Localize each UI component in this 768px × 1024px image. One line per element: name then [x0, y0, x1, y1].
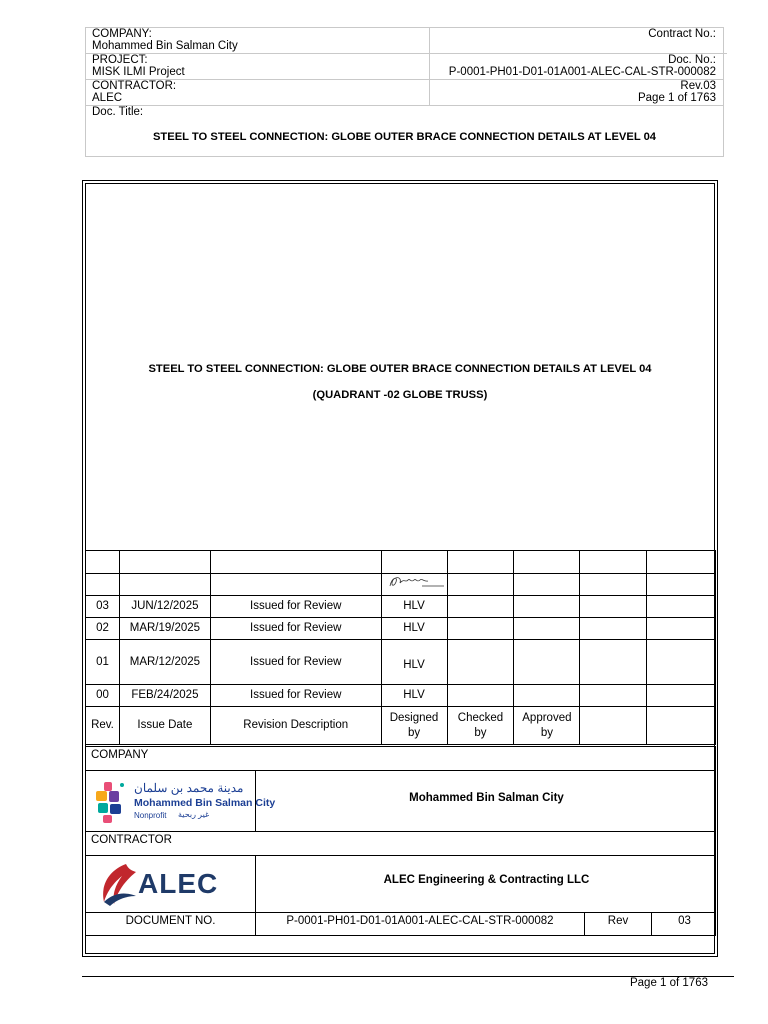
date-cell: FEB/24/2025	[119, 685, 210, 707]
document-no-row	[85, 912, 716, 936]
mbsc-mark-icon	[94, 779, 130, 825]
rev-cell: 00	[86, 685, 120, 707]
header-designed-line1: Designed	[389, 711, 439, 724]
date-cell: MAR/12/2025	[119, 640, 210, 685]
header-checked-line1: Checked	[457, 711, 504, 724]
cover-title: STEEL TO STEEL CONNECTION: GLOBE OUTER BRACE CONNECTION DETAILS AT LEVEL 04	[148, 363, 652, 375]
company-label: COMPANY:	[92, 28, 152, 40]
table-row	[86, 618, 716, 640]
document-rev-label: Rev	[607, 915, 629, 927]
header-approved-line2: by	[540, 726, 553, 739]
header-designed-by	[381, 707, 447, 745]
designed-cell: HLV	[381, 618, 447, 640]
contractor-label-row	[85, 831, 716, 856]
header-checked-line2: by	[474, 726, 487, 739]
doc-no: P-0001-PH01-D01-01A001-ALEC-CAL-STR-000082	[448, 66, 716, 78]
document-no-value: P-0001-PH01-D01-01A001-ALEC-CAL-STR-000082	[286, 915, 554, 927]
mbsc-arabic-text: مدينة محمد بن سلمان	[134, 781, 244, 795]
table-row	[86, 596, 716, 618]
desc-cell: Issued for Review	[210, 618, 381, 640]
contractor-full-name: ALEC Engineering & Contracting LLC	[383, 874, 590, 886]
alec-logo-text: ALEC	[138, 868, 219, 899]
signature-cell	[381, 574, 447, 596]
designed-cell: HLV	[381, 640, 447, 685]
document-header	[85, 27, 724, 157]
header-checked-by	[447, 707, 514, 745]
document-no-label: DOCUMENT NO.	[125, 915, 216, 927]
desc-cell: Issued for Review	[210, 685, 381, 707]
company-full-name: Mohammed Bin Salman City	[409, 792, 564, 804]
table-row	[86, 574, 716, 596]
revision-table	[85, 550, 716, 745]
contractor-label: CONTRACTOR:	[92, 80, 177, 92]
header-description: Revision Description	[210, 707, 381, 745]
header-issue-date: Issue Date	[119, 707, 210, 745]
alec-mark-icon	[96, 862, 140, 908]
rev-cell: 02	[86, 618, 120, 640]
doc-no-label: Doc. No.:	[668, 54, 716, 66]
contract-no-label: Contract No.:	[648, 28, 716, 40]
date-cell: JUN/12/2025	[119, 596, 210, 618]
header-rev: Rev.	[86, 707, 120, 745]
table-row	[86, 685, 716, 707]
project-label: PROJECT:	[92, 54, 148, 66]
header-approved-line1: Approved	[522, 711, 572, 724]
alec-logo	[96, 862, 246, 908]
table-header-row	[86, 707, 716, 745]
mbsc-nonprofit-en: Nonprofit	[134, 811, 167, 820]
mbsc-english-text: Mohammed Bin Salman City	[134, 797, 276, 809]
page-count: Page 1 of 1763	[637, 92, 716, 104]
rev-cell: 01	[86, 640, 120, 685]
table-row	[86, 640, 716, 685]
document-title: STEEL TO STEEL CONNECTION: GLOBE OUTER BRACE CONNECTION DETAILS AT LEVEL 04	[152, 131, 657, 143]
project-name: MISK ILMI Project	[92, 66, 185, 78]
header-designed-line2: by	[407, 726, 421, 739]
designed-cell: HLV	[381, 596, 447, 618]
footer-page-number: Page 1 of 1763	[629, 977, 708, 989]
company-block-label: COMPANY	[91, 749, 149, 761]
desc-cell: Issued for Review	[210, 640, 381, 685]
company-name: Mohammed Bin Salman City	[92, 40, 238, 52]
company-row	[85, 770, 716, 832]
company-label-row	[85, 746, 716, 771]
contractor-block-label: CONTRACTOR	[91, 834, 172, 846]
signature-icon	[384, 574, 444, 590]
mbsc-nonprofit-ar: غير ربحية	[178, 810, 210, 819]
desc-cell: Issued for Review	[210, 596, 381, 618]
document-rev-value: 03	[678, 915, 691, 927]
cover-subtitle: (QUADRANT -02 GLOBE TRUSS)	[312, 389, 488, 401]
table-row	[86, 551, 716, 574]
contractor-name: ALEC	[92, 92, 123, 104]
revision-number: Rev.03	[680, 80, 716, 92]
header-approved-by	[514, 707, 580, 745]
doc-title-label: Doc. Title:	[92, 106, 144, 118]
mbsc-logo	[94, 777, 276, 827]
designed-cell: HLV	[381, 685, 447, 707]
contractor-row	[85, 855, 716, 913]
rev-cell: 03	[86, 596, 120, 618]
date-cell: MAR/19/2025	[119, 618, 210, 640]
